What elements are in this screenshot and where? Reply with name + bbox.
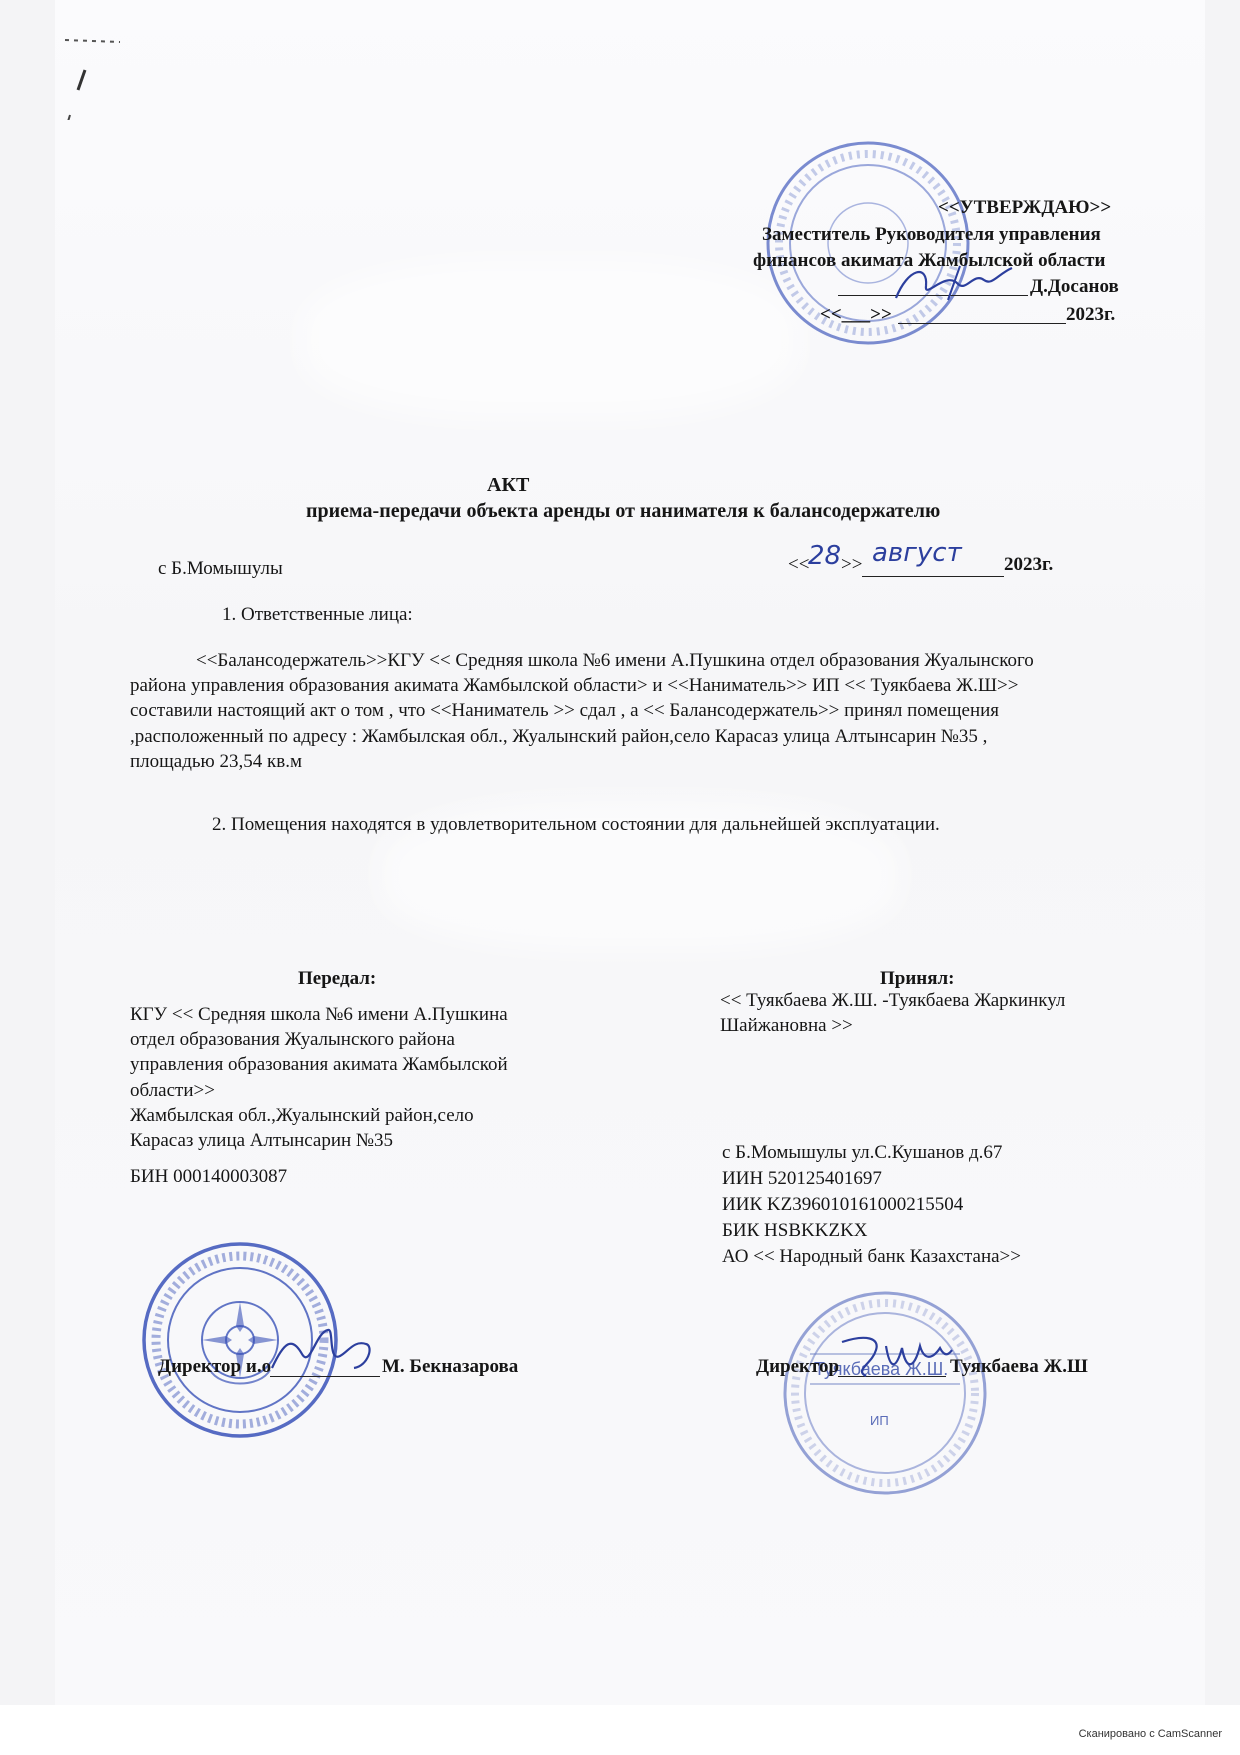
section1-line: составили настоящий акт о том , что <<Наниматель >> сдал , а << Балансодержатель>> принял помещения — [130, 700, 1000, 721]
transferred-signature — [262, 1322, 382, 1378]
accepted-line: Шайжановна >> — [720, 1015, 853, 1036]
entrepreneur-round-stamp — [780, 1288, 990, 1498]
accepted-title: Принял: — [880, 968, 955, 989]
date-year: 2023г. — [1004, 554, 1054, 575]
scanner-watermark: Сканировано с CamScanner — [1078, 1728, 1222, 1740]
transferred-signer-role: Директор и.о — [158, 1356, 272, 1377]
accepted-detail: с Б.Момышулы ул.С.Кушанов д.67 — [722, 1142, 1003, 1163]
document-title: АКТ — [487, 474, 530, 496]
date-day-handwritten: 28 — [808, 541, 842, 571]
section1-line: ,расположенный по адресу : Жамбылская обл., Жуалынский район,село Карасаз улица Алтынсарин №35 , — [130, 726, 988, 747]
section1-title: 1. Ответственные лица: — [222, 604, 413, 625]
stamp-owner-type: ИП — [870, 1413, 889, 1428]
scan-border — [0, 1705, 1240, 1755]
accepted-line: << Туякбаева Ж.Ш. -Туякбаева Жаркинкул — [720, 990, 1066, 1011]
transferred-line: области>> — [130, 1080, 215, 1101]
date-open-bracket: << — [788, 554, 810, 575]
date-close-bracket: >> — [841, 554, 863, 575]
accepted-detail: БИК HSBKKZKX — [722, 1220, 868, 1241]
date-month-handwritten: август — [872, 538, 962, 568]
section1-line: площадью 23,54 кв.м — [130, 751, 302, 772]
stamp-owner-name: Туякбаева Ж.Ш. — [814, 1359, 949, 1379]
approval-position-line2: финансов акимата Жамбылской области — [753, 250, 1106, 271]
approval-date-line — [898, 323, 1066, 324]
approval-date-day: <<___>> — [820, 304, 892, 325]
document-place: с Б.Момышулы — [158, 558, 283, 579]
transferred-line: Карасаз улица Алтынсарин №35 — [130, 1130, 394, 1151]
document-subtitle: приема-передачи объекта аренды от нанимателя к балансодержателю — [306, 500, 941, 522]
transferred-bin: БИН 000140003087 — [130, 1166, 288, 1187]
approval-name: Д.Досанов — [1030, 276, 1119, 297]
date-month-line — [862, 576, 1004, 577]
transferred-line: управления образования акимата Жамбылской — [130, 1054, 508, 1075]
accepted-detail: АО << Народный банк Казахстана>> — [722, 1246, 1021, 1267]
accepted-signature — [836, 1330, 956, 1386]
approval-signature — [888, 260, 1018, 310]
section1-line: <<Балансодержатель>>КГУ << Средняя школа №6 имени А.Пушкина отдел образования Жуалынского — [196, 650, 1034, 671]
approval-position-line1: Заместитель Руководителя управления — [762, 224, 1101, 245]
section1-line: района управления образования акимата Жамбылской области> и <<Наниматель>> ИП << Туякбаева Ж.Ш>> — [130, 675, 1019, 696]
margin-marks — [60, 30, 130, 120]
approval-title: <<УТВЕРЖДАЮ>> — [938, 197, 1112, 218]
accepted-signer-name: Туякбаева Ж.Ш — [950, 1356, 1088, 1377]
transferred-line: КГУ << Средняя школа №6 имени А.Пушкина — [130, 1004, 508, 1025]
glare — [300, 260, 800, 420]
transferred-signer-name: М. Бекназарова — [382, 1356, 519, 1377]
transferred-line: отдел образования Жуалынского района — [130, 1029, 455, 1050]
transferred-title: Передал: — [298, 968, 377, 989]
accepted-detail: ИИК KZ396010161000215504 — [722, 1194, 964, 1215]
transferred-line: Жамбылская обл.,Жуалынский район,село — [130, 1105, 474, 1126]
approval-year: 2023г. — [1066, 304, 1116, 325]
section2-text: 2. Помещения находятся в удовлетворительном состоянии для дальнейшей эксплуатации. — [212, 814, 940, 835]
accepted-detail: ИИН 520125401697 — [722, 1168, 882, 1189]
accepted-signer-role: Директор — [756, 1356, 840, 1377]
